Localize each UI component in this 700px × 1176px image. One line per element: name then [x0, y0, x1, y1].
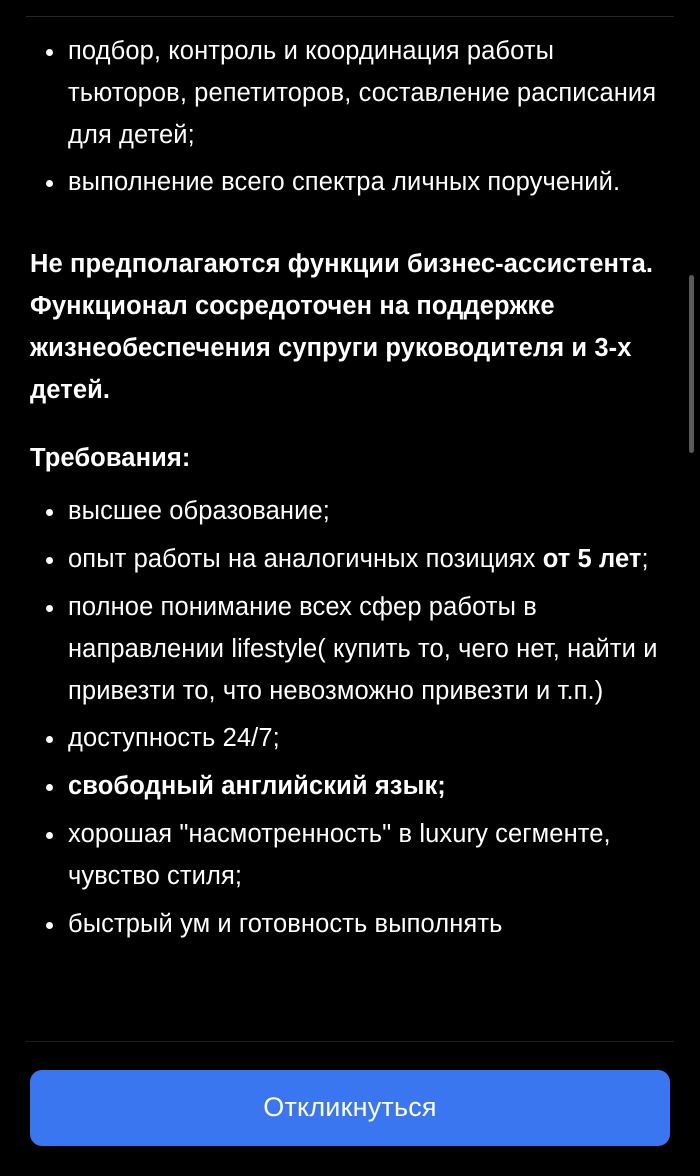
spacer [30, 210, 670, 244]
duties-list [30, 31, 670, 204]
requirements-heading: Требования: [30, 443, 191, 472]
requirements-list [30, 491, 670, 945]
list-item [30, 718, 670, 760]
plain-text: ; [641, 545, 649, 574]
assistant-scope-note: Не предполагаются функции бизнес-ассистента. Функционал сосредоточен на поддержке жизнеобеспечения супруги руководителя и 3-х детей. [30, 250, 654, 404]
list-item [30, 539, 670, 581]
list-item [30, 491, 670, 533]
spacer [30, 412, 670, 438]
vacancy-content[interactable] [0, 17, 700, 1041]
plain-text: доступность 24/7; [68, 724, 280, 753]
cta-container [0, 1042, 700, 1176]
plain-text: опыт работы на аналогичных позициях [68, 545, 543, 574]
plain-text: высшее образование; [68, 497, 330, 526]
plain-text: хорошая "насмотренность" в luxury сегменте, чувство стиля; [68, 820, 611, 890]
list-item [30, 904, 670, 946]
spacer [30, 479, 670, 491]
list-item: подбор, контроль и координация работы тьюторов, репетиторов, составление расписания для детей; [30, 31, 670, 156]
list-item [30, 814, 670, 898]
plain-text: полное понимание всех сфер работы в направлении lifestyle( купить то, чего нет, найти и привезти то, что невозможно привезти и т.п.) [68, 592, 658, 705]
apply-button[interactable]: Откликнуться [30, 1070, 670, 1146]
emphasis-text: свободный английский язык; [68, 772, 446, 801]
list-item: выполнение всего спектра личных поручений. [30, 162, 670, 204]
plain-text: быстрый ум и готовность выполнять [68, 909, 503, 938]
vertical-scrollbar[interactable] [689, 275, 694, 453]
footer-bar [0, 1041, 700, 1176]
list-item [30, 766, 670, 808]
list-item [30, 587, 670, 712]
emphasis-text: от 5 лет [542, 545, 642, 574]
